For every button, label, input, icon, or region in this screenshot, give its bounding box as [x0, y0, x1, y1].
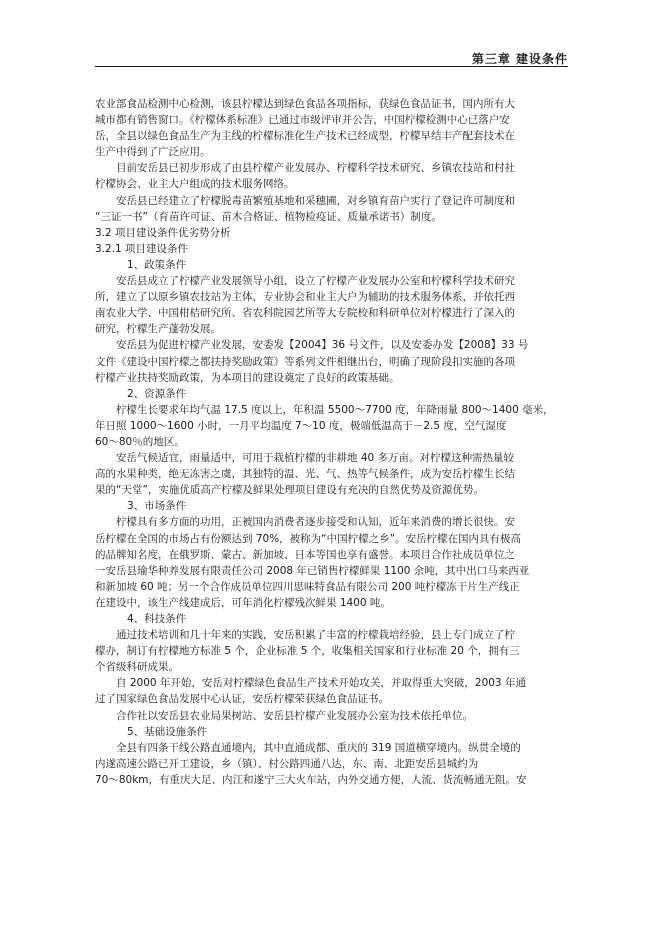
- text-line: 的品牌知名度，在俄罗斯、蒙古、新加坡、日本等国也享有盛誉。本项目合作社成员单位之: [95, 548, 515, 561]
- text-line: 一安岳县瑜华种养发展有限责任公司 2008 年已销售柠檬鲜果 1100 余吨，其中出口马来西亚: [95, 564, 530, 577]
- text-line: 所，建立了以原乡镇农技站为主体，专业协会和业主大户为辅助的技术服务体系，并依托西: [95, 291, 515, 304]
- text-line: 2、资源条件: [127, 387, 187, 400]
- text-line: 目前安岳县已初步形成了由县柠檬产业发展办、柠檬科学技术研究、乡镇农技站和村社: [116, 162, 515, 175]
- text-line: 文件《建设中国柠檬之都扶持奖励政策》等系列文件相继出台，明确了现阶段扣实施的各项: [95, 355, 515, 368]
- text-line: 檬办，制订有柠檬地方标准 5 个，企业标准 5 个，收集相关国家和行业标准 20 个，拥有三: [95, 645, 520, 658]
- text-line: 和新加坡 60 吨；另一个合作成员单位四川思味特食品有限公司 200 吨柠檬冻干片生产线正: [95, 580, 520, 593]
- chapter-title: 第三章 建设条件: [471, 52, 568, 66]
- text-line: 5、基础设施条件: [127, 725, 208, 738]
- text-line: 年日照 1000～1600 小时，一月平均温度 7～10 度，极端低温高于－2.5 度，空气湿度: [95, 419, 507, 432]
- text-line: 3、市场条件: [127, 500, 187, 513]
- text-line: 70～80km，有重庆大足、内江和遂宁三大火车站，内外交通方便，人流、货流畅通无阻。安: [95, 773, 527, 786]
- text-line: 安岳县已经建立了柠檬脱毒苗繁殖基地和采穗圃，对乡镇育苗户实行了登记许可制度和: [116, 194, 515, 207]
- text-line: 3.2 项目建设条件优劣势分析: [95, 226, 231, 239]
- text-line: 4、科技条件: [127, 613, 187, 625]
- document-body: [95, 96, 570, 788]
- text-line: 自 2000 年开始，安岳对柠檬绿色食品生产技术开始攻关，并取得重大突破，2003 年通: [116, 677, 526, 690]
- text-line: 安岳县为促进柠檬产业发展，安委发【2004】36 号文件，以及安委办发【2008】33 号: [116, 339, 529, 352]
- text-line: 南农业大学、中国柑桔研究所、省农科院园艺所等大专院校和科研单位对柠檬进行了深入的: [95, 307, 515, 320]
- text-line: 岳，全县以绿色食品生产为主线的柠檬标准化生产技术已经成型，柠檬早结丰产配套技术在: [95, 130, 515, 143]
- text-line: 柠檬产业扶持奖励政策，为本项目的建设奠定了良好的政策基础。: [95, 371, 400, 384]
- text-line: 生产中得到了广泛应用。: [95, 146, 211, 159]
- text-line: 果的“天堂”，实施优质高产柠檬及鲜果处理项目建设有充决的自然优势及资源优势。: [95, 484, 484, 497]
- text-line: 农业部食品检测中心检测，该县柠檬达到绿色食品各项指标，获绿色食品证书，国内所有大: [95, 98, 515, 110]
- text-line: 岳柠檬在全国的市场占有份额达到 70%，被称为“中国柠檬之乡”。安岳柠檬在国内具有极高: [95, 532, 522, 545]
- text-line: 过了国家绿色食品发展中心认证，安岳柠檬荣获绿色食品证书。: [95, 693, 389, 706]
- text-line: 柠檬协会、业主大户组成的技术服务网络。: [95, 178, 295, 191]
- text-line: 1、政策条件: [127, 258, 187, 271]
- text-line: 安岳气候适宜，雨量适中，可用于栽植柠檬的非耕地 40 多万亩。对柠檬这种需热量较: [116, 452, 515, 465]
- text-line: 研究，柠檬生产蓬勃发展。: [95, 323, 221, 336]
- text-line: 通过技术培训和几十年来的实践，安岳积累了丰富的柠檬栽培经验，县上专门成立了柠: [116, 629, 515, 642]
- text-line: 在建设中，该生产线建成后，可年消化柠檬残次鲜果 1400 吨。: [95, 596, 391, 609]
- text-line: 个省级科研成果。: [95, 661, 179, 674]
- text-line: 柠檬生长要求年均气温 17.5 度以上，年积温 5500～7700 度，年降雨量 800～1400 毫米，: [116, 403, 554, 416]
- text-line: 全县有四条干线公路直通境内，其中直通成都、重庆的 319 国道横穿境内。纵贯全境的: [116, 741, 521, 754]
- text-line: 安岳县成立了柠檬产业发展领导小组，设立了柠檬产业发展办公室和柠檬科学技术研究: [116, 275, 515, 288]
- text-line: 合作社以安岳县农业局果树站、安岳县柠檬产业发展办公室为技术依托单位。: [116, 709, 473, 722]
- text-line: 60～80％的地区。: [95, 435, 185, 448]
- text-line: 3.2.1 项目建设条件: [95, 242, 189, 255]
- page-header: [95, 50, 568, 67]
- text-line: 城市都有销售窗口。《柠檬体系标准》已通过市级评审并公告，中国柠檬检测中心已落户安: [95, 114, 510, 127]
- text-line: 柠檬具有多方面的功用，正被国内消费者逐步接受和认知，近年来消费的增长很快。安: [116, 516, 515, 529]
- text-line: 高的水果种类，绝无冻害之虞，其独特的温、光、气、热等气候条件，成为安岳柠檬生长结: [95, 468, 515, 481]
- text-line: “三证一书”（育苗许可证、苗木合格证、植物检疫证、质量承诺书）制度。: [95, 210, 442, 223]
- text-line: 内遂高速公路已开工建设，乡（镇）、村公路四通八达，东、南、北距安岳县城约为: [95, 757, 479, 770]
